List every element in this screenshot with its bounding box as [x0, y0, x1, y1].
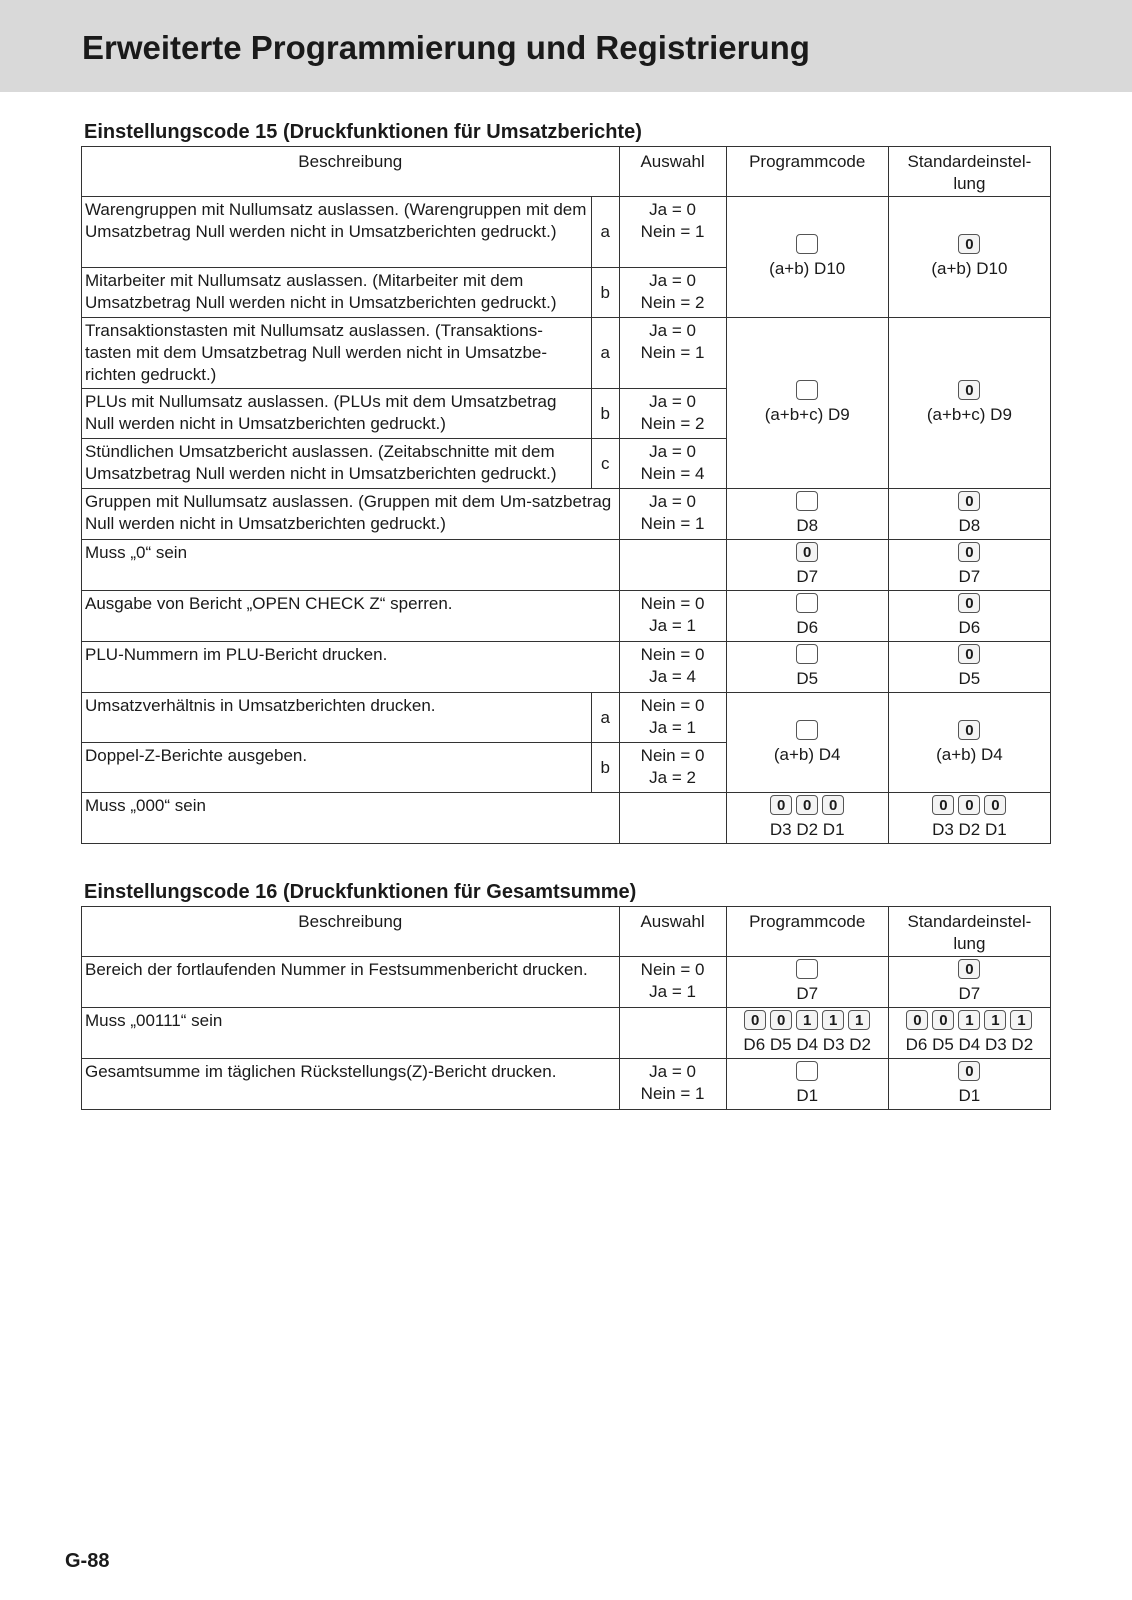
row-options: Ja = 0 Nein = 2: [619, 268, 726, 318]
page-number: G-88: [65, 1550, 110, 1572]
zero-key-icon: 0: [958, 720, 980, 740]
row-options: Nein = 0 Ja = 1: [619, 591, 726, 642]
zero-key-icon: 0: [958, 542, 980, 562]
column-header-default: Standardeinstel- lung: [888, 907, 1050, 957]
empty-key-box-icon: [796, 1061, 818, 1081]
page-title: Erweiterte Programmierung und Registrierung: [82, 29, 810, 66]
row-options: Ja = 0 Nein = 1: [619, 318, 726, 389]
table-header-row: [82, 907, 1051, 957]
zero-key-icon: 0: [932, 1010, 954, 1030]
table-header-row: [82, 147, 1051, 197]
settings-table-16: [81, 906, 1051, 1110]
default-code-cell: 0 0 0 D3 D2 D1: [888, 793, 1050, 844]
row-sub-label: b: [592, 389, 620, 439]
row-options: Ja = 0 Nein = 4: [619, 439, 726, 489]
row-options: Nein = 0 Ja = 2: [619, 743, 726, 793]
settings-table-15: [81, 146, 1051, 844]
default-code-cell: 0 (a+b) D10: [888, 197, 1050, 318]
row-sub-label: a: [592, 197, 620, 268]
row-options: [619, 1008, 726, 1059]
default-code-cell: 0 D5: [888, 642, 1050, 693]
default-code-cell: 0 (a+b) D4: [888, 693, 1050, 793]
program-code-cell: D5: [726, 642, 888, 693]
table-row: [82, 793, 1051, 844]
default-code-cell: 0 D6: [888, 591, 1050, 642]
zero-key-icon: 0: [770, 795, 792, 815]
row-description: Transaktionstasten mit Nullumsatz auslassen. (Transaktions-tasten mit dem Umsatzbetrag Null werden nicht in Umsatzbe-richten gedruckt.): [82, 318, 592, 389]
row-options: Nein = 0 Ja = 1: [619, 957, 726, 1008]
program-code-cell: D1: [726, 1059, 888, 1110]
empty-key-box-icon: [796, 644, 818, 664]
table-row: [82, 540, 1051, 591]
row-options: Ja = 0 Nein = 2: [619, 389, 726, 439]
row-description: Bereich der fortlaufenden Nummer in Festsummenbericht drucken.: [82, 957, 620, 1008]
zero-key-icon: 0: [770, 1010, 792, 1030]
empty-key-box-icon: [796, 959, 818, 979]
program-code-cell: 0 0 0 D3 D2 D1: [726, 793, 888, 844]
column-header-program-code: Programmcode: [726, 907, 888, 957]
program-code-cell: 0 0 1 1 1 D6 D5 D4 D3 D2: [726, 1008, 888, 1059]
row-sub-label: a: [592, 693, 620, 743]
default-code-cell: 0 D7: [888, 957, 1050, 1008]
program-code-cell: (a+b) D10: [726, 197, 888, 318]
row-options: Nein = 0 Ja = 4: [619, 642, 726, 693]
program-code-cell: D8: [726, 489, 888, 540]
zero-key-icon: 0: [796, 542, 818, 562]
section-title: Einstellungscode 16 (Druckfunktionen für Gesamtsumme): [84, 881, 637, 903]
zero-key-icon: 0: [958, 1061, 980, 1081]
row-description: Muss „000“ sein: [82, 793, 620, 844]
program-code-cell: D7: [726, 957, 888, 1008]
zero-key-icon: 0: [958, 644, 980, 664]
one-key-icon: 1: [848, 1010, 870, 1030]
row-description: Umsatzverhältnis in Umsatzberichten drucken.: [82, 693, 592, 743]
row-options: [619, 793, 726, 844]
row-sub-label: b: [592, 743, 620, 793]
default-code-cell: 0 D8: [888, 489, 1050, 540]
row-description: Muss „00111“ sein: [82, 1008, 620, 1059]
row-description: Stündlichen Umsatzbericht auslassen. (Zeitabschnitte mit dem Umsatzbetrag Null werden nicht in Umsatzberichten gedruckt.): [82, 439, 592, 489]
row-options: Nein = 0 Ja = 1: [619, 693, 726, 743]
section-title: Einstellungscode 15 (Druckfunktionen für Umsatzberichte): [84, 121, 642, 143]
default-code-cell: 0 0 1 1 1 D6 D5 D4 D3 D2: [888, 1008, 1050, 1059]
column-header-description: Beschreibung: [82, 147, 620, 197]
zero-key-icon: 0: [958, 593, 980, 613]
program-code-cell: (a+b) D4: [726, 693, 888, 793]
section-setting-code-15: [81, 120, 1051, 844]
row-options: Ja = 0 Nein = 1: [619, 489, 726, 540]
row-options: Ja = 0 Nein = 1: [619, 197, 726, 268]
row-options: Ja = 0 Nein = 1: [619, 1059, 726, 1110]
zero-key-icon: 0: [822, 795, 844, 815]
table-row: [82, 591, 1051, 642]
program-code-cell: 0 D7: [726, 540, 888, 591]
table-row: [82, 642, 1051, 693]
row-description: Ausgabe von Bericht „OPEN CHECK Z“ sperren.: [82, 591, 620, 642]
table-row: [82, 693, 1051, 743]
empty-key-box-icon: [796, 234, 818, 254]
one-key-icon: 1: [1010, 1010, 1032, 1030]
column-header-default: Standardeinstel- lung: [888, 147, 1050, 197]
empty-key-box-icon: [796, 380, 818, 400]
table-row: [82, 489, 1051, 540]
column-header-selection: Auswahl: [619, 147, 726, 197]
row-description: Muss „0“ sein: [82, 540, 620, 591]
default-code-cell: 0 D1: [888, 1059, 1050, 1110]
table-row: [82, 318, 1051, 389]
default-code-cell: 0 D7: [888, 540, 1050, 591]
one-key-icon: 1: [984, 1010, 1006, 1030]
column-header-selection: Auswahl: [619, 907, 726, 957]
zero-key-icon: 0: [984, 795, 1006, 815]
row-sub-label: c: [592, 439, 620, 489]
table-row: [82, 197, 1051, 268]
row-description: PLUs mit Nullumsatz auslassen. (PLUs mit dem Umsatzbetrag Null werden nicht in Umsatzberichten gedruckt.): [82, 389, 592, 439]
program-code-cell: D6: [726, 591, 888, 642]
zero-key-icon: 0: [958, 380, 980, 400]
row-description: Gesamtsumme im täglichen Rückstellungs(Z)-Bericht drucken.: [82, 1059, 620, 1110]
empty-key-box-icon: [796, 491, 818, 511]
empty-key-box-icon: [796, 593, 818, 613]
table-row: [82, 1059, 1051, 1110]
column-header-program-code: Programmcode: [726, 147, 888, 197]
table-row: [82, 957, 1051, 1008]
row-description: Warengruppen mit Nullumsatz auslassen. (Warengruppen mit dem Umsatzbetrag Null werden nicht in Umsatzberichten gedruckt.): [82, 197, 592, 268]
zero-key-icon: 0: [796, 795, 818, 815]
zero-key-icon: 0: [958, 234, 980, 254]
table-row: [82, 1008, 1051, 1059]
section-setting-code-16: [81, 880, 1051, 1110]
program-code-cell: (a+b+c) D9: [726, 318, 888, 489]
row-description: Mitarbeiter mit Nullumsatz auslassen. (Mitarbeiter mit dem Umsatzbetrag Null werden nicht in Umsatzberichten gedruckt.): [82, 268, 592, 318]
zero-key-icon: 0: [932, 795, 954, 815]
empty-key-box-icon: [796, 720, 818, 740]
zero-key-icon: 0: [744, 1010, 766, 1030]
row-description: Doppel-Z-Berichte ausgeben.: [82, 743, 592, 793]
column-header-description: Beschreibung: [82, 907, 620, 957]
zero-key-icon: 0: [906, 1010, 928, 1030]
one-key-icon: 1: [958, 1010, 980, 1030]
row-options: [619, 540, 726, 591]
one-key-icon: 1: [822, 1010, 844, 1030]
default-code-cell: 0 (a+b+c) D9: [888, 318, 1050, 489]
zero-key-icon: 0: [958, 795, 980, 815]
zero-key-icon: 0: [958, 959, 980, 979]
one-key-icon: 1: [796, 1010, 818, 1030]
row-sub-label: b: [592, 268, 620, 318]
row-description: PLU-Nummern im PLU-Bericht drucken.: [82, 642, 620, 693]
zero-key-icon: 0: [958, 491, 980, 511]
row-description: Gruppen mit Nullumsatz auslassen. (Gruppen mit dem Um-satzbetrag Null werden nicht in Umsatzberichten gedruckt.): [82, 489, 620, 540]
row-sub-label: a: [592, 318, 620, 389]
